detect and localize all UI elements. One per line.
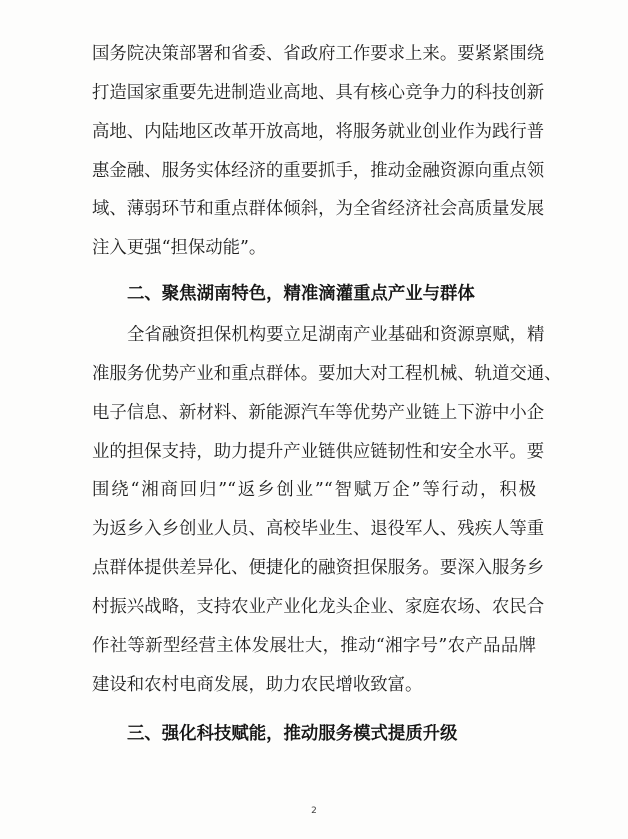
- text-line: 准服务优势产业和重点群体。要加大对工程机械、轨道交通、: [92, 363, 562, 384]
- text-line: 域、薄弱环节和重点群体倾斜，为全省经济社会高质量发展: [92, 199, 545, 220]
- text-line: 惠金融、服务实体经济的重要抓手，推动金融资源向重点领: [92, 160, 545, 181]
- text-line: 业的担保支持，助力提升产业链供应链韧性和安全水平。要: [92, 441, 545, 462]
- page-number: 2: [311, 806, 317, 816]
- text-line: 围绕“湘商回归”“返乡创业”“智赋万企”等行动，积极: [92, 480, 536, 501]
- text-line: 为返乡入乡创业人员、高校毕业生、退役军人、残疾人等重: [92, 519, 545, 540]
- paragraph: [92, 316, 562, 704]
- text-line: 注入更强“担保动能”。: [92, 238, 267, 259]
- text-line: 村振兴战略，支持农业产业化龙头企业、家庭农场、农民合: [92, 596, 545, 617]
- text-line: 高地、内陆地区改革开放高地，将服务就业创业作为践行普: [92, 121, 545, 142]
- document-body: [92, 35, 562, 753]
- text-line: 打造国家重要先进制造业高地、具有核心竞争力的科技创新: [92, 82, 545, 103]
- paragraph: [92, 35, 545, 268]
- text-line: 建设和农村电商发展，助力农民增收致富。: [92, 674, 423, 695]
- text-line: 全省融资担保机构要立足湖南产业基础和资源禀赋，精: [127, 325, 545, 346]
- text-line: 作社等新型经营主体发展壮大，推动“湘字号”农产品品牌: [92, 635, 536, 656]
- text-line: 点群体提供差异化、便捷化的融资担保服务。要深入服务乡: [92, 558, 545, 579]
- text-line: 电子信息、新材料、新能源汽车等优势产业链上下游中小企: [92, 402, 545, 423]
- section-heading: 三、强化科技赋能，推动服务模式提质升级: [127, 723, 458, 744]
- section-heading: 二、聚焦湖南特色，精准滴灌重点产业与群体: [127, 284, 475, 305]
- text-line: 国务院决策部署和省委、省政府工作要求上来。要紧紧围绕: [92, 44, 545, 64]
